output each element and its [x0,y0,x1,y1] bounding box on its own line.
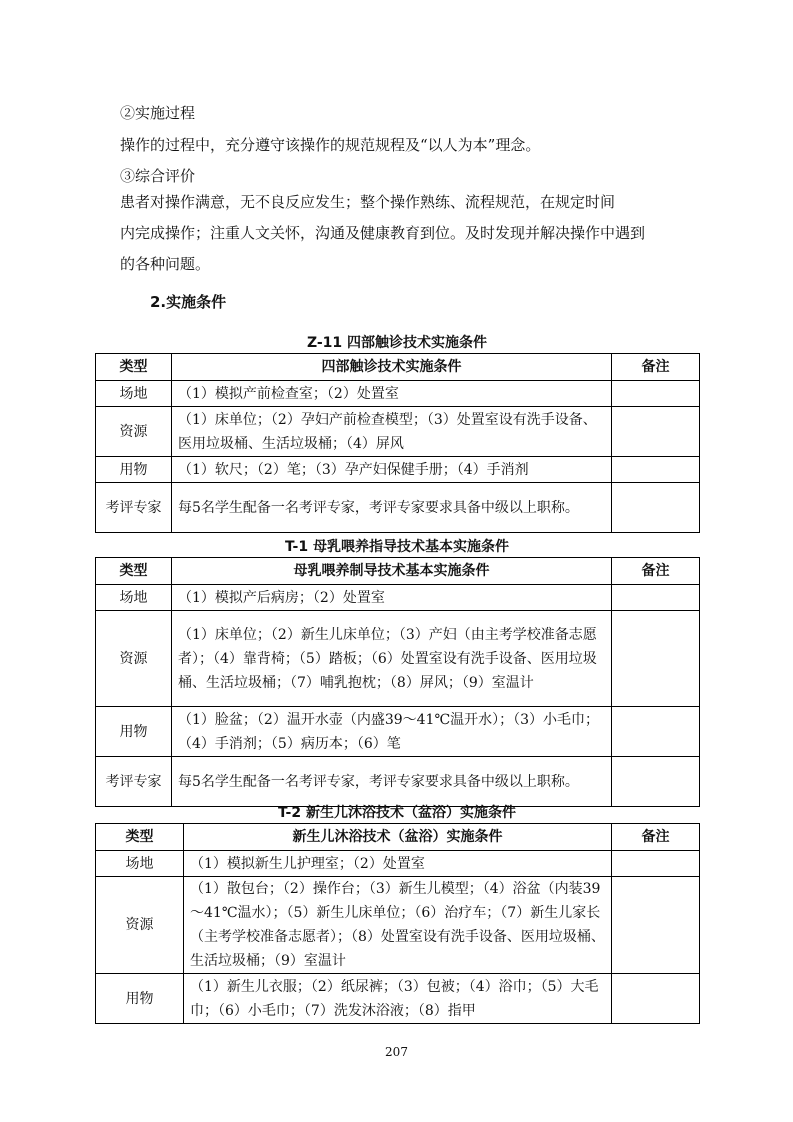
row-note [612,381,700,407]
table-row [96,707,700,757]
evaluation-paragraph [120,187,680,280]
header-type: 类型 [96,558,172,585]
row-condition: （1）模拟新生儿护理室；（2）处置室 [184,851,612,877]
row-type: 考评专家 [96,483,172,533]
table-header-row [96,354,700,381]
table-row [96,381,700,407]
evaluation-line: 内完成操作；注重人文关怀，沟通及健康教育到位。及时发现并解决操作中遇到 [120,224,646,242]
row-type: 场地 [96,585,172,611]
heading-process: ②实施过程 [120,104,196,122]
table-t2 [95,823,700,1024]
evaluation-line: 患者对操作满意，无不良反应发生；整个操作熟练、流程规范，在规定时间 [120,193,616,211]
section-heading: 2.实施条件 [150,293,227,311]
table-header-row [96,824,700,851]
header-note: 备注 [612,354,700,381]
row-condition: （1）床单位；（2）孕妇产前检查模型；（3）处置室设有洗手设备、医用垃圾桶、生活垃圾桶；（4）屏风 [172,407,612,457]
table-caption-t1: T-1 母乳喂养指导技术基本实施条件 [285,539,509,555]
table-header-row [96,558,700,585]
table-row [96,974,700,1024]
table-t1 [95,557,700,807]
row-condition: （1）新生儿衣服；（2）纸尿裤；（3）包被；（4）浴巾；（5）大毛巾；（6）小毛巾；（7）洗发沐浴液；（8）指甲 [184,974,612,1024]
row-note [612,877,700,974]
row-condition: （1）模拟产前检查室；（2）处置室 [172,381,612,407]
row-condition: （1）脸盆；（2）温开水壶（内盛39～41℃温开水）；（3）小毛巾；（4）手消剂；（5）病历本；（6）笔 [172,707,612,757]
row-condition: （1）模拟产后病房；（2）处置室 [172,585,612,611]
row-condition: （1）床单位；（2）新生儿床单位；（3）产妇（由主考学校准备志愿者）；（4）靠背椅；（5）踏板；（6）处置室设有洗手设备、医用垃圾桶、生活垃圾桶；（7）哺乳抱枕；（8）屏风；（9）室温计 [172,611,612,707]
row-type: 用物 [96,457,172,483]
row-type: 资源 [96,877,184,974]
row-note [612,974,700,1024]
heading-evaluation: ③综合评价 [120,167,196,185]
row-note [612,757,700,807]
table-row [96,877,700,974]
header-condition: 四部触诊技术实施条件 [172,354,612,381]
page-number: 207 [385,1045,408,1059]
header-note: 备注 [612,558,700,585]
table-row [96,585,700,611]
row-type: 用物 [96,974,184,1024]
row-note [612,483,700,533]
row-note [612,407,700,457]
header-condition: 母乳喂养制导技术基本实施条件 [172,558,612,585]
row-type: 场地 [96,381,172,407]
row-note [612,585,700,611]
table-row [96,407,700,457]
table-z11 [95,353,700,533]
row-type: 场地 [96,851,184,877]
header-note: 备注 [612,824,700,851]
row-condition: 每5名学生配备一名考评专家，考评专家要求具备中级以上职称。 [172,483,612,533]
row-note [612,851,700,877]
row-type: 考评专家 [96,757,172,807]
row-note [612,707,700,757]
row-type: 资源 [96,611,172,707]
table-caption-z11: Z-11 四部触诊技术实施条件 [306,335,488,351]
row-note [612,457,700,483]
table-row [96,757,700,807]
table-row [96,457,700,483]
table-caption-t2: T-2 新生儿沐浴技术（盆浴）实施条件 [278,805,516,821]
table-row [96,851,700,877]
row-condition: 每5名学生配备一名考评专家，考评专家要求具备中级以上职称。 [172,757,612,807]
process-text: 操作的过程中，充分遵守该操作的规范规程及“以人为本”理念。 [120,136,541,154]
header-type: 类型 [96,824,184,851]
row-type: 资源 [96,407,172,457]
row-condition: （1）散包台；（2）操作台；（3）新生儿模型；（4）浴盆（内装39～41℃温水）；（5）新生儿床单位；（6）治疗车；（7）新生儿家长（主考学校准备志愿者）；（8）处置室设有洗手设备、医用垃圾桶、生活垃圾桶；（9）室温计 [184,877,612,974]
header-condition: 新生儿沐浴技术（盆浴）实施条件 [184,824,612,851]
table-row [96,483,700,533]
row-note [612,611,700,707]
evaluation-line: 的各种问题。 [120,255,211,273]
row-condition: （1）软尺；（2）笔；（3）孕产妇保健手册；（4）手消剂 [172,457,612,483]
table-row [96,611,700,707]
header-type: 类型 [96,354,172,381]
row-type: 用物 [96,707,172,757]
